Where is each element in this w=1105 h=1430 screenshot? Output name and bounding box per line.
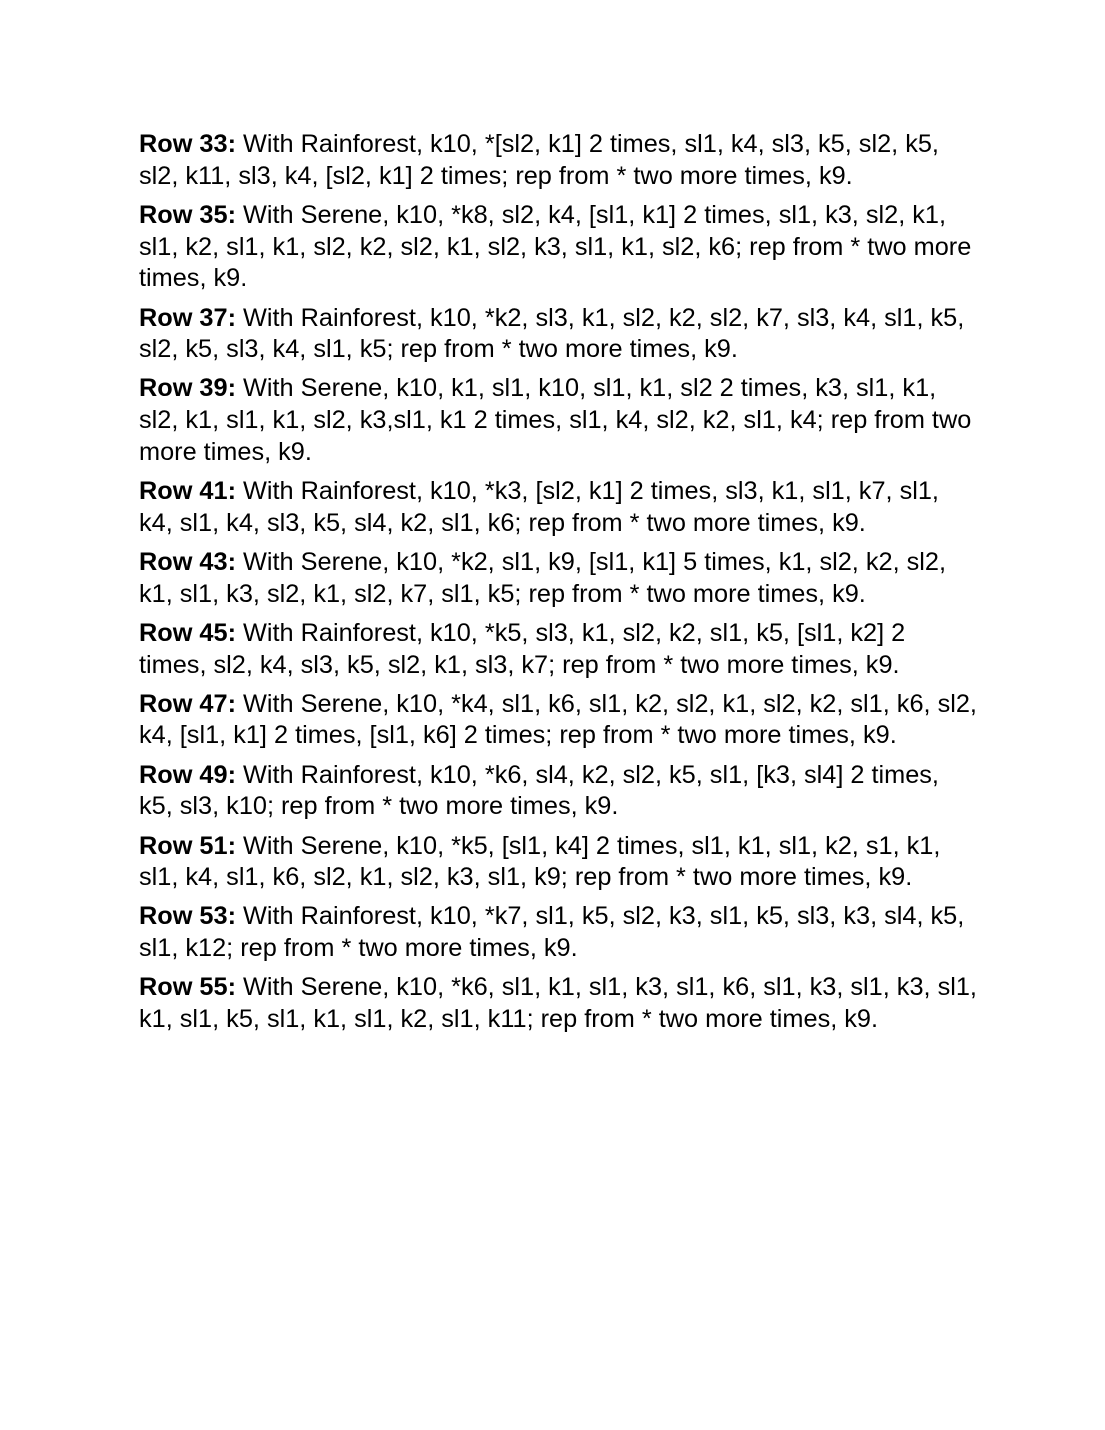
row-label: Row 41:	[139, 477, 236, 506]
row-instructions: With Serene, k10, k1, sl1, k10, sl1, k1, sl2 2 times, k3, sl1, k1, sl2, k1, sl1, k1, sl2, k3,sl1, k1 2 times, sl1, k4, sl2, k2, sl1, k4; rep from two more times, k9.	[139, 374, 972, 466]
pattern-row-43	[139, 547, 979, 610]
row-label: Row 35:	[139, 200, 236, 229]
pattern-row-55	[139, 972, 979, 1035]
row-instructions: With Rainforest, k10, *k2, sl3, k1, sl2, k2, sl2, k7, sl3, k4, sl1, k5, sl2, k5, sl3, k4, sl1, k5; rep from * two more times, k9.	[139, 303, 965, 364]
row-instructions: With Rainforest, k10, *[sl2, k1] 2 times, sl1, k4, sl3, k5, sl2, k5, sl2, k11, sl3, k4, [sl2, k1] 2 times; rep from * two more times, k9.	[139, 130, 939, 190]
row-instructions: With Rainforest, k10, *k6, sl4, k2, sl2, k5, sl1, [k3, sl4] 2 times, k5, sl3, k10; rep from * two more times, k9.	[139, 760, 939, 821]
pattern-row-51	[139, 831, 979, 894]
row-instructions: With Serene, k10, *k4, sl1, k6, sl1, k2, sl2, k1, sl2, k2, sl1, k6, sl2, k4, [sl1, k1] 2 times, [sl1, k6] 2 times; rep from * two more times, k9.	[139, 689, 977, 750]
row-instructions: With Rainforest, k10, *k3, [sl2, k1] 2 times, sl3, k1, sl1, k7, sl1, k4, sl1, k4, sl3, k5, sl4, k2, sl1, k6; rep from * two more times, k9.	[139, 477, 939, 537]
row-label: Row 33:	[139, 130, 236, 158]
row-instructions: With Serene, k10, *k8, sl2, k4, [sl1, k1] 2 times, sl1, k3, sl2, k1, sl1, k2, sl1, k1, sl2, k2, sl2, k1, sl2, k3, sl1, k1, sl2, k6; rep from * two more times, k9.	[139, 200, 972, 293]
pattern-row-47	[139, 689, 979, 752]
row-instructions: With Rainforest, k10, *k5, sl3, k1, sl2, k2, sl1, k5, [sl1, k2] 2 times, sl2, k4, sl3, k5, sl2, k1, sl3, k7; rep from * two more times, k9.	[139, 618, 906, 679]
row-label: Row 45:	[139, 618, 236, 647]
pattern-row-39	[139, 373, 979, 468]
row-label: Row 43:	[139, 547, 236, 576]
pattern-row-53	[139, 901, 979, 964]
row-label: Row 51:	[139, 831, 236, 860]
row-label: Row 37:	[139, 303, 236, 332]
row-instructions: With Serene, k10, *k5, [sl1, k4] 2 times, sl1, k1, sl1, k2, s1, k1, sl1, k4, sl1, k6, sl2, k1, sl2, k3, sl1, k9; rep from * two more times, k9.	[139, 831, 941, 892]
pattern-row-35	[139, 200, 979, 295]
row-instructions: With Serene, k10, *k6, sl1, k1, sl1, k3, sl1, k6, sl1, k3, sl1, k3, sl1, k1, sl1, k5, sl1, k1, sl1, k2, sl1, k11; rep from * two more times, k9.	[139, 973, 977, 1034]
pattern-row-41	[139, 476, 979, 539]
pattern-instructions	[139, 129, 979, 1043]
row-instructions: With Rainforest, k10, *k7, sl1, k5, sl2, k3, sl1, k5, sl3, k3, sl4, k5, sl1, k12; rep from * two more times, k9.	[139, 902, 965, 963]
row-label: Row 55:	[139, 973, 236, 1002]
row-label: Row 39:	[139, 374, 236, 403]
pattern-row-33	[139, 129, 979, 192]
row-label: Row 47:	[139, 689, 236, 718]
row-label: Row 53:	[139, 902, 236, 931]
pattern-row-49	[139, 760, 979, 823]
pattern-row-37	[139, 303, 979, 366]
row-instructions: With Serene, k10, *k2, sl1, k9, [sl1, k1] 5 times, k1, sl2, k2, sl2, k1, sl1, k3, sl2, k1, sl2, k7, sl1, k5; rep from * two more times, k9.	[139, 547, 947, 608]
pattern-row-45	[139, 618, 979, 681]
row-label: Row 49:	[139, 760, 236, 789]
